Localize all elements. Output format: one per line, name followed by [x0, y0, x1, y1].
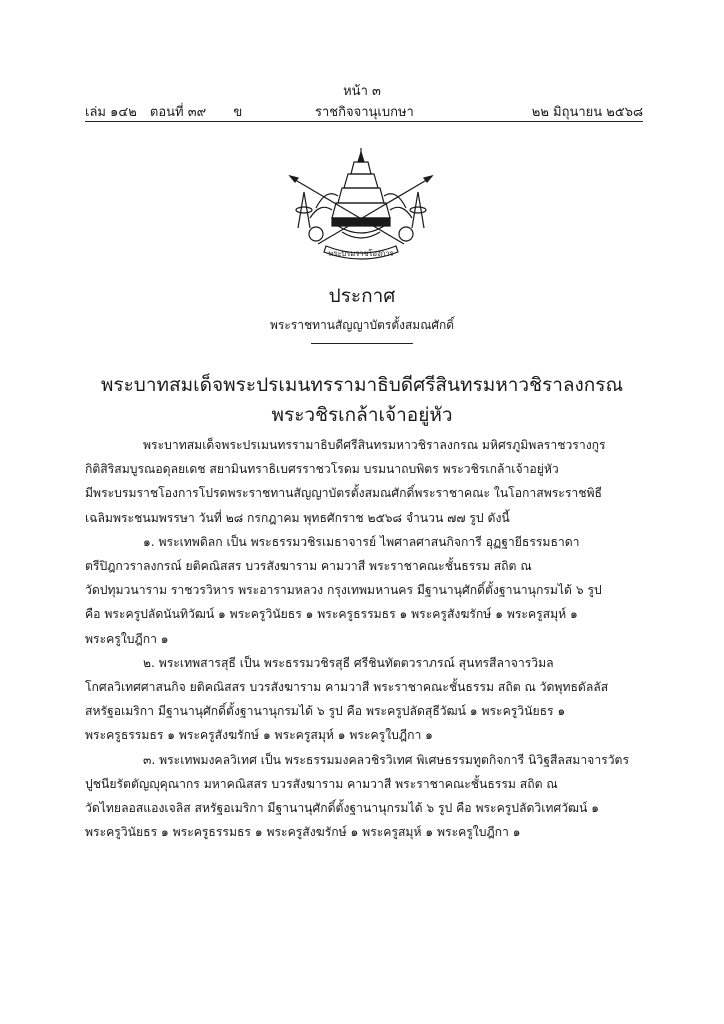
volume-number: เล่ม ๑๔๒	[85, 105, 137, 120]
page-number: หน้า ๓	[343, 84, 381, 99]
paragraph-item-1	[85, 530, 643, 651]
royal-name-heading	[0, 370, 724, 430]
paragraph-intro	[85, 433, 643, 530]
title-divider	[311, 343, 413, 344]
royal-name-line-2: พระวชิรเกล้าเจ้าอยู่หัว	[271, 404, 453, 426]
text-line: วัดปทุมวนาราม ราชวรวิหาร พระอารามหลวง กรุงเทพมหานคร มีฐานานุศักดิ์ตั้งฐานานุกรมได้ ๖ รูป	[85, 583, 602, 598]
text-line: พระครูวินัยธร ๑ พระครูธรรมธร ๑ พระครูสังฆรักษ์ ๑ พระครูสมุห์ ๑ พระครูใบฎีกา ๑	[85, 825, 521, 840]
section-letter: ข	[233, 105, 243, 120]
text-line: พระครูธรรมธร ๑ พระครูสังฆรักษ์ ๑ พระครูสมุห์ ๑ พระครูใบฎีกา ๑	[85, 728, 433, 743]
announcement-title: ประกาศ	[328, 285, 396, 307]
text-line: พระครูใบฎีกา ๑	[85, 631, 169, 646]
text-line: พระบาทสมเด็จพระปรเมนทรรามาธิบดีศรีสินทรมหาวชิราลงกรณ มหิศรภูมิพลราชวรางกูร	[143, 438, 606, 452]
garuda-royal-emblem-icon	[286, 148, 436, 263]
part-number: ตอนที่ ๓๙	[149, 105, 207, 120]
royal-name-line-1: พระบาทสมเด็จพระปรเมนทรรามาธิบดีศรีสินทรมหาวชิราลงกรณ	[100, 374, 624, 396]
volume-part	[85, 101, 251, 122]
paragraph-item-2	[85, 651, 643, 748]
document-body	[85, 433, 643, 844]
text-line: ๒. พระเทพสารสุธี เป็น พระธรรมวชิรสุธี ศรีชินทัตตวราภรณ์ สุนทรสีลาจารวิมล	[143, 655, 554, 670]
publication-date: ๒๒ มิถุนายน ๒๕๖๘	[531, 105, 643, 120]
text-line: วัดไทยลอสแองเจลิส สหรัฐอเมริกา มีฐานานุศักดิ์ตั้งฐานานุกรมได้ ๖ รูป คือ พระครูปลัดวิเทศวัฒน์ ๑	[85, 801, 599, 816]
emblem-ribbon-text: พระบรมราชโองการ	[328, 249, 394, 258]
text-line: สหรัฐอเมริกา มีฐานานุศักดิ์ตั้งฐานานุกรมได้ ๖ รูป คือ พระครูปลัดสุธีวัฒน์ ๑ พระครูวินัยธร ๑	[85, 704, 566, 719]
header-divider	[85, 121, 643, 122]
paragraph-item-3	[85, 748, 643, 845]
text-line: ๓. พระเทพมงคลวิเทศ เป็น พระธรรมมงคลวชิรวิเทศ พิเศษธรรมทูตกิจการี นิวิฐสีลสมาจารวัตร	[143, 752, 630, 767]
announcement-subtitle: พระราชทานสัญญาบัตรตั้งสมณศักดิ์	[269, 318, 455, 332]
text-line: คือ พระครูปลัดนันทิวัฒน์ ๑ พระครูวินัยธร ๑ พระครูธรรมธร ๑ พระครูสังฆรักษ์ ๑ พระครูสมุห์ ๑	[85, 607, 578, 622]
text-line: ๑. พระเทพดิลก เป็น พระธรรมวชิรเมธาจารย์ ไพศาลศาสนกิจการี อุฏฐายีธรรมธาดา	[143, 534, 580, 549]
gazette-name: ราชกิจจานุเบกษา	[315, 105, 414, 120]
text-line: มีพระบรมราชโองการโปรดพระราชทานสัญญาบัตรตั้งสมณศักดิ์พระราชาคณะ ในโอกาสพระราชพิธี	[85, 486, 602, 501]
text-line: ปูชนียรัตตัญญุคุณากร มหาคณิสสร บวรสังฆาราม คามวาสี พระราชาคณะชั้นธรรม สถิต ณ	[85, 776, 558, 791]
text-line: เฉลิมพระชนมพรรษา วันที่ ๒๘ กรกฎาคม พุทธศักราช ๒๕๖๘ จำนวน ๗๗ รูป ดังนี้	[85, 510, 510, 525]
text-line: กิติสิริสมบูรณอดุลยเดช สยามินทราธิเบศรราชวโรดม บรมนาถบพิตร พระวชิรเกล้าเจ้าอยู่หัว	[85, 462, 559, 477]
text-line: โกศลวิเทศศาสนกิจ ยติคณิสสร บวรสังฆาราม คามวาสี พระราชาคณะชั้นธรรม สถิต ณ วัดพุทธดัลลัส	[85, 680, 609, 695]
text-line: ตรีปิฎกวราลงกรณ์ ยติคณิสสร บวรสังฆาราม คามวาสี พระราชาคณะชั้นธรรม สถิต ณ	[85, 559, 532, 574]
gazette-header	[85, 101, 643, 119]
